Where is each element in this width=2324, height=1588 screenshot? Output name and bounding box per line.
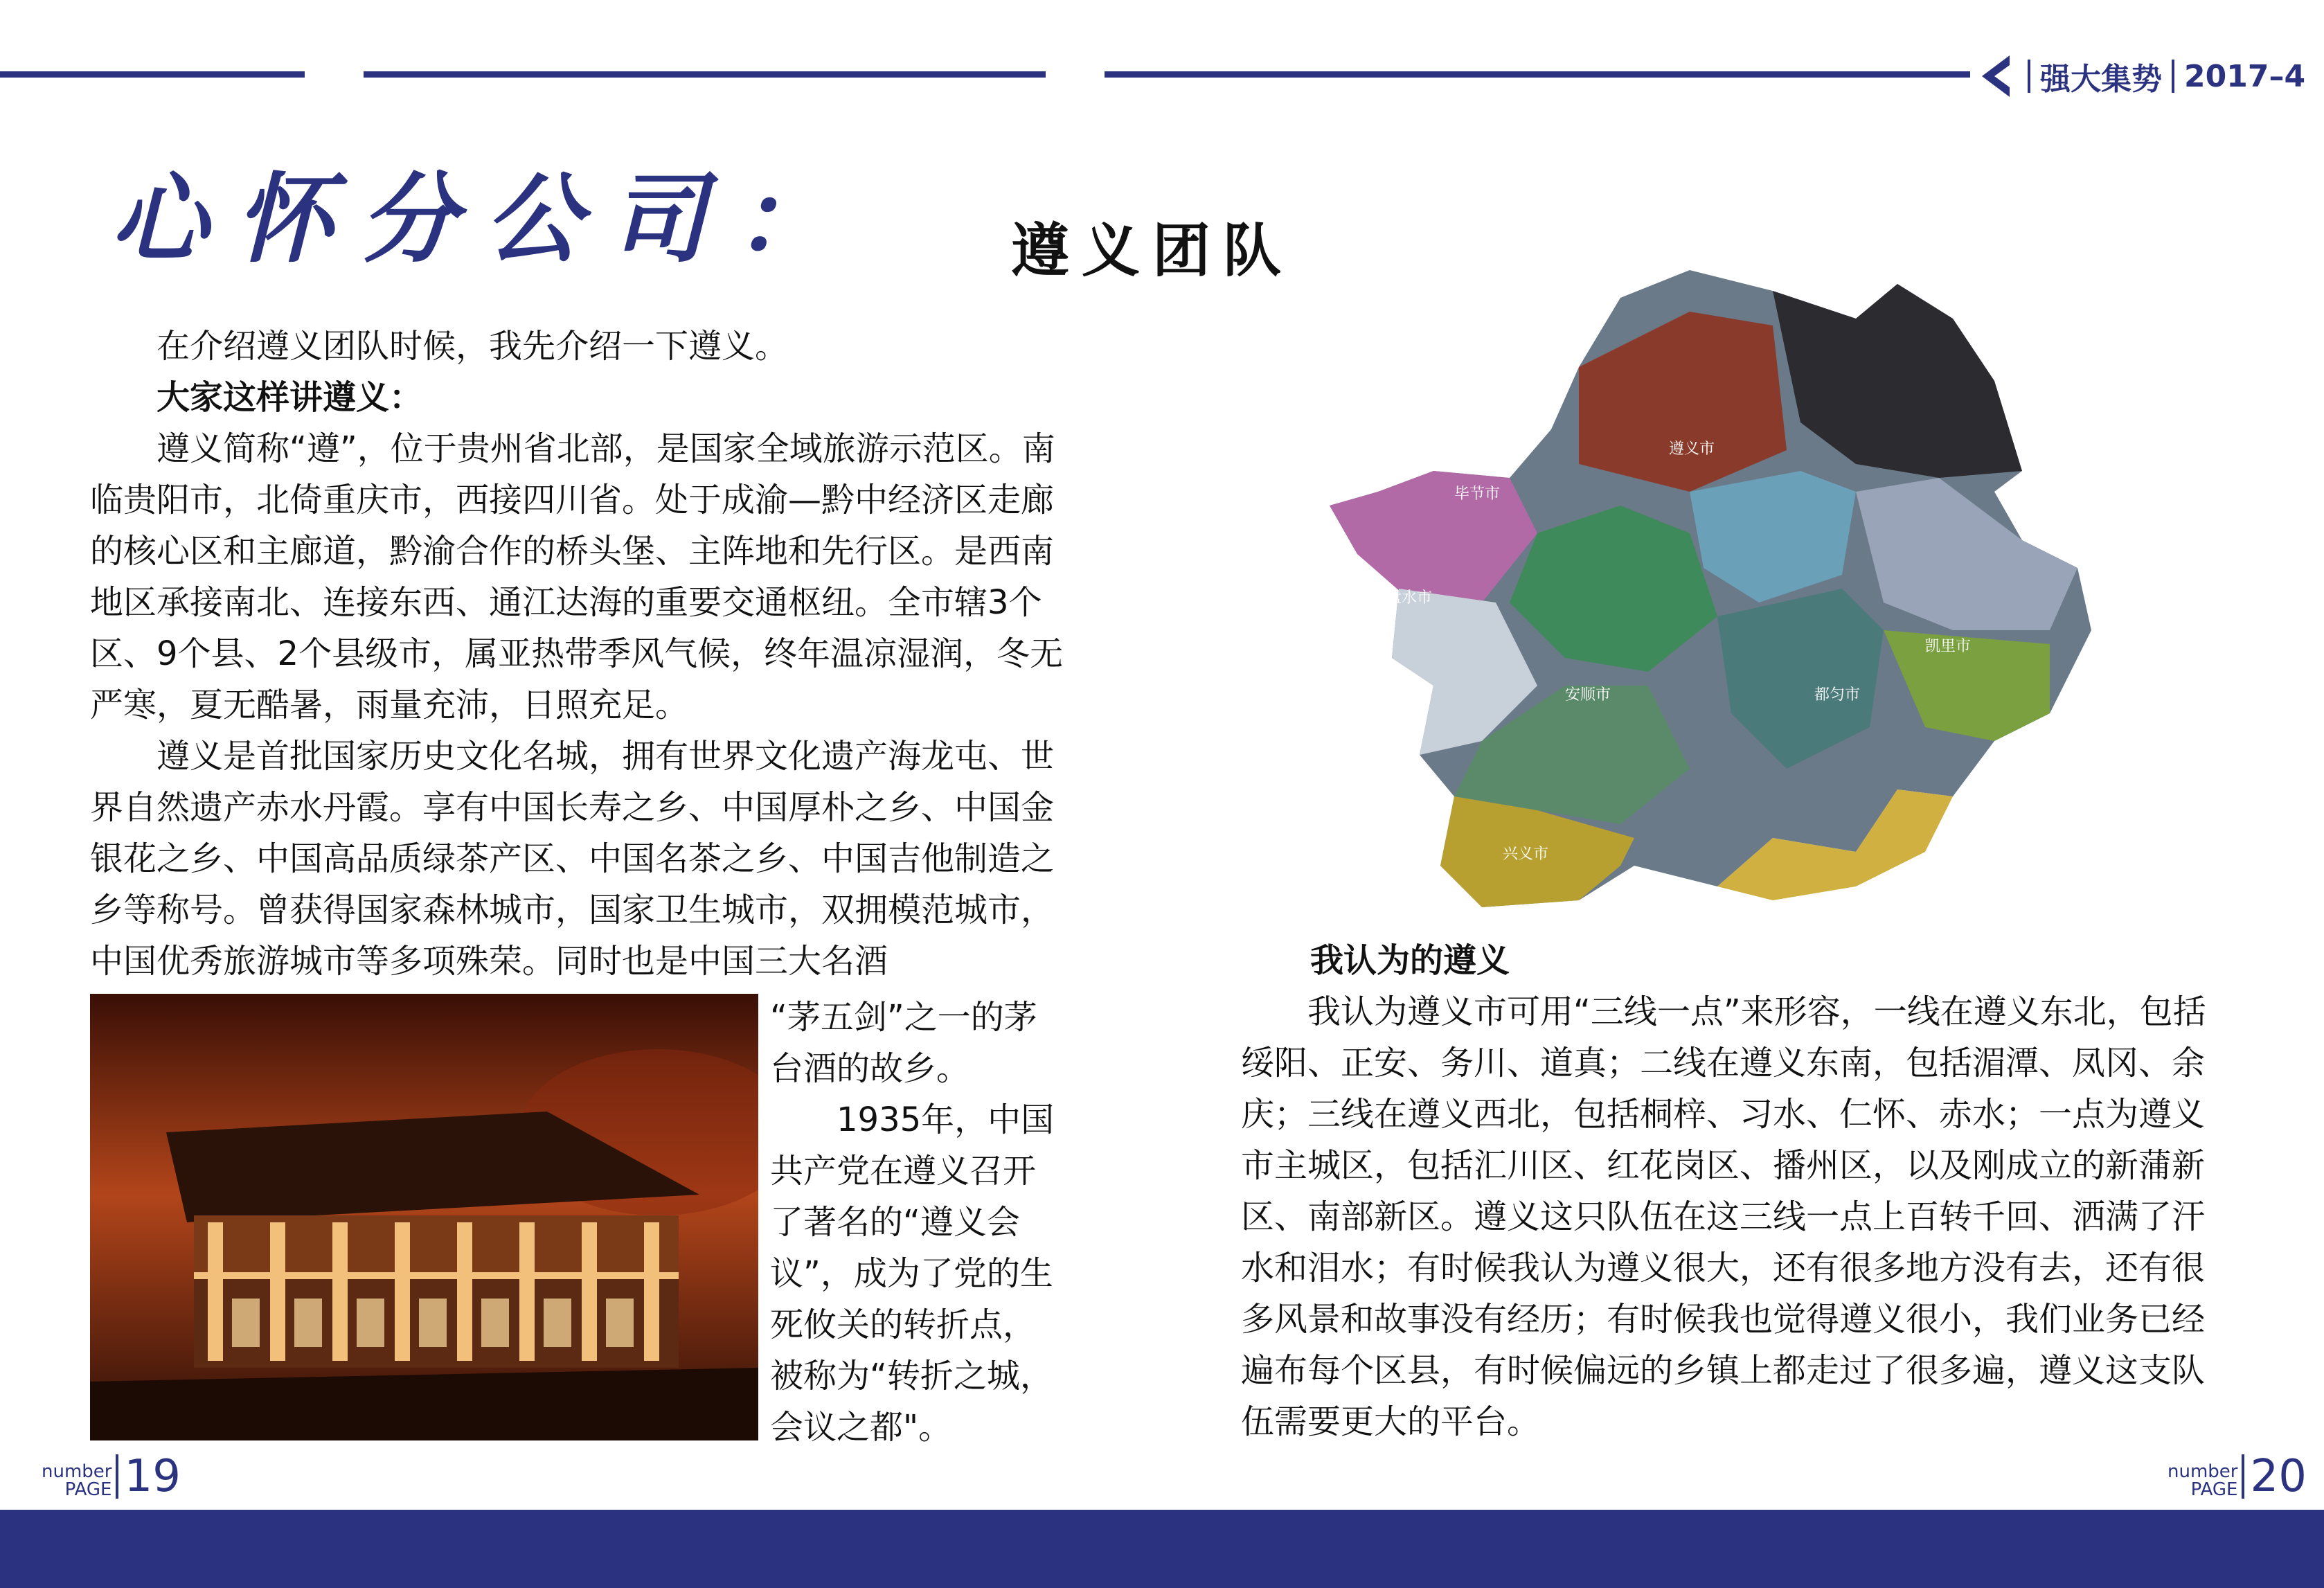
header-rule-1 — [0, 71, 305, 78]
map-label: 凯里市 — [1925, 638, 1972, 655]
page-number-left — [42, 1451, 181, 1502]
page-number-label — [42, 1463, 111, 1499]
zunyi-conference-site-photo — [90, 994, 758, 1440]
map-label: 六盘水市 — [1371, 589, 1433, 607]
intro-paragraph: 在介绍遵义团队时候，我先介绍一下遵义。 — [157, 327, 789, 366]
page-label-number: number — [42, 1461, 112, 1482]
page-number-divider — [116, 1454, 118, 1499]
left-subheading: 大家这样讲遵义： — [157, 378, 423, 417]
footer-band — [0, 1510, 2324, 1588]
map-label: 毕节市 — [1454, 485, 1501, 503]
map-label: 都匀市 — [1814, 686, 1861, 704]
section-title: 心怀分公司： — [111, 163, 859, 276]
brand-name: 强大集势 — [2040, 62, 2162, 97]
page-label-page: PAGE — [64, 1479, 112, 1500]
right-paragraph: 我认为遵义市可用“三线一点”来形容，一线在遵义东北，包括绥阳、正安、务川、道真；二线在遵义东南，包括湄潭、凤冈、余庆；三线在遵义西北，包括桐梓、习水、仁怀、赤水；一点为遵义市主城区，包括汇川区、红花岗区、播州区，以及刚成立的新蒲新区、南部新区。遵义这只队伍在这三线一点上百转千回、洒满了汗水和泪水；有时候我认为遵义很大，还有很多地方没有去，还有很多风景和故事没有经历；有时候我也觉得遵义很小，我们业务已经遍布每个区县，有时候偏远的乡镇上都走过了很多遍，遵义这支队伍需要更大的平台。 — [1241, 992, 2206, 1441]
paragraph-3: 1935年，中国共产党在遵义召开了著名的“遵义会议”，成为了党的生死攸关的转折点，被称为“转折之城，会议之都"。 — [770, 1100, 1055, 1447]
map-label: 遵义市 — [1669, 440, 1715, 458]
page-number-label — [2167, 1463, 2237, 1499]
page-label-number: number — [2167, 1461, 2238, 1482]
page-number-right — [2167, 1451, 2307, 1502]
header-rule-2 — [364, 71, 1046, 78]
brand-divider — [2028, 60, 2030, 93]
issue-number: 2017–4 — [2184, 58, 2306, 94]
paragraph-1: 遵义简称“遵”，位于贵州省北部，是国家全域旅游示范区。南临贵阳市，北倚重庆市，西接四川省。处于成渝—黔中经济区走廊的核心区和主廊道，黔渝合作的桥头堡、主阵地和先行区。是西南地区承接南北、连接东西、通江达海的重要交通枢纽。全市辖3个区、9个县、2个县级市，属亚热带季风气候，终年温凉湿润，冬无严寒，夏无酷暑，雨量充沛，日照充足。 — [90, 429, 1064, 724]
photo-wrap-text — [770, 992, 1068, 1453]
brand-header — [1982, 54, 2305, 98]
page-number: 19 — [124, 1451, 181, 1502]
left-article-body — [90, 321, 1066, 987]
page-label-page: PAGE — [2190, 1479, 2238, 1500]
map-label: 兴义市 — [1503, 846, 1549, 863]
header-rule-3 — [1105, 71, 1970, 78]
page-number: 20 — [2250, 1451, 2307, 1502]
brand-logo-icon — [1982, 55, 2018, 97]
right-subheading: 我认为的遵义 — [1310, 941, 1510, 980]
article-title: 遵义团队 — [1011, 217, 1294, 285]
map-label: 安顺市 — [1565, 686, 1611, 704]
paragraph-2: 遵义是首批国家历史文化名城，拥有世界文化遗产海龙屯、世界自然遗产赤水丹霞。享有中国长寿之乡、中国厚朴之乡、中国金银花之乡、中国高品质绿茶产区、中国名茶之乡、中国吉他制造之乡等称号。曾获得国家森林城市，国家卫生城市，双拥模范城市，中国优秀旅游城市等多项殊荣。同时也是中国三大名酒 — [90, 737, 1055, 981]
brand-divider — [2172, 60, 2174, 93]
paragraph-2-continued: “茅五剑”之一的茅台酒的故乡。 — [770, 998, 1037, 1088]
guizhou-map-collage — [1330, 242, 2112, 928]
right-article-body — [1241, 935, 2224, 1447]
page-number-divider — [2242, 1454, 2244, 1499]
